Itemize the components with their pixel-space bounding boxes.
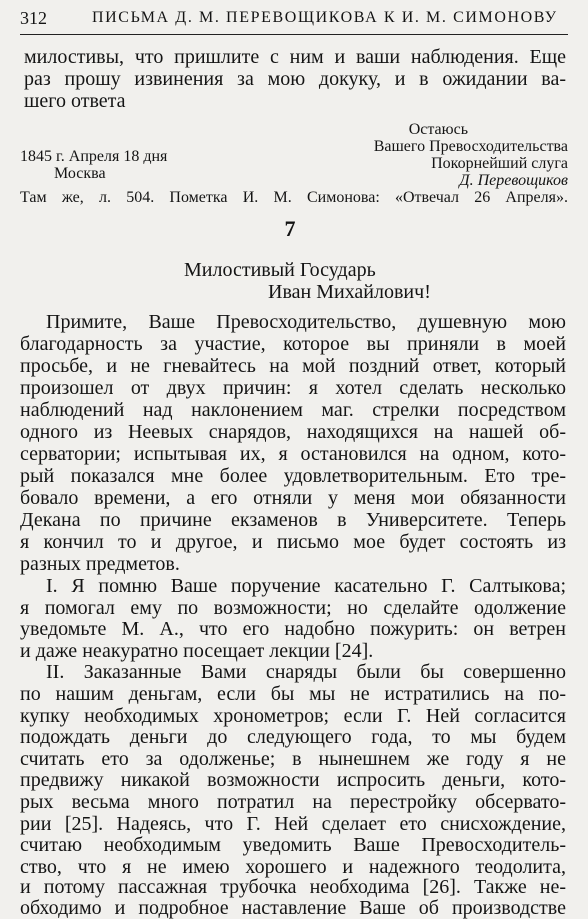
text-line: рый показался мне более удовлетворительным. Ето тре- <box>20 465 566 487</box>
text-line: уведомьте М. А., что его надобно пожурить: он ветрен <box>20 618 566 641</box>
text-line: подождать деньги до следующего года, то мы будем <box>20 726 566 749</box>
text-line: я кончил то и другое, и письмо мое будет состоять из <box>20 531 566 553</box>
text-line: наблюдений над наклонением маг. стрелки посредством <box>20 399 566 421</box>
text-line: бовало времени, а его отняли у меня мои обязанности <box>20 487 566 509</box>
text-line: по нашим деньгам, если бы мы не истратились на по- <box>20 683 566 705</box>
text-line: Примите, Ваше Превосходительство, душевную мою <box>46 311 566 333</box>
page-number: 312 <box>20 8 47 28</box>
closing-line: Покорнейший слуга <box>431 155 568 172</box>
text-line: Декана по причине екзаменов в Университете. Теперь <box>20 509 566 531</box>
text-line: ство, что я не имею хорошего и надежного теодолита, <box>20 855 566 878</box>
running-title: ПИСЬМА Д. М. ПЕРЕВОЩИКОВА К И. М. СИМОНОВУ <box>92 9 558 26</box>
text-line: раз прошу извинения за мою докуку, и в ожидании ва- <box>24 68 566 90</box>
letter-place: Москва <box>54 165 106 182</box>
text-line: купку необходимых хронометров; если Г. Ней согласится <box>20 704 566 727</box>
text-line: я помогал ему по возможности; но сделайте одолжение <box>20 596 566 619</box>
text-line: считать ето за одолженье; в нынешнем же году я не <box>20 747 566 770</box>
letter-number: 7 <box>284 216 296 241</box>
page-header <box>20 8 568 35</box>
text-line: благодарность за участие, которое вы приняли в моей <box>20 333 566 355</box>
text-line: считаю необходимым уведомить Ваше Превосходитель- <box>20 834 566 857</box>
salutation: Милостивый Государь <box>184 259 376 281</box>
text-line: предвижу никакой возможности испросить деньги, кото- <box>20 769 566 792</box>
closing-line: Остаюсь <box>408 121 468 138</box>
archive-note: Там же, л. 504. Пометка И. М. Симонова: «Отвечал 26 Апреля». <box>20 189 568 206</box>
text-line: разных предметов. <box>20 553 180 575</box>
text-line: просьбе, и не гневайтесь на мой поздний ответ, который <box>20 355 566 377</box>
text-line: одного из Неевых снарядов, находящихся на нашей об- <box>20 421 566 443</box>
salutation: Иван Михайлович! <box>268 281 431 303</box>
text-line: милостивы, что пришлите с ним и ваши наблюдения. Еще <box>24 46 566 68</box>
text-line: II. Заказанные Вами снаряды были бы совершенно <box>46 661 566 684</box>
text-line: рии [25]. Надеясь, что Г. Ней сделает ето снисхождение, <box>20 812 566 835</box>
text-line: и потому пассажная трубочка необходима [26]. Также не- <box>20 876 566 899</box>
text-line: шего ответа <box>24 90 126 112</box>
text-line: серватории; испытывая их, я остановился на одном, кото- <box>20 443 566 465</box>
text-line: рых весьма много потратил на перестройку обсервато- <box>20 791 566 813</box>
letter-date: 1845 г. Апреля 18 дня <box>20 148 168 165</box>
closing-line: Вашего Превосходительства <box>373 138 568 155</box>
text-line: I. Я помню Ваше поручение касательно Г. Салтыкова; <box>46 575 566 597</box>
text-line: и даже неакуратно посещает лекции [24]. <box>20 639 374 662</box>
text-line: произошел от двух причин: я хотел сделать несколько <box>20 377 566 399</box>
text-line: обходимо и подробное наставление Ваше об производстве <box>20 897 566 919</box>
signature: Д. Перевощиков <box>459 172 568 189</box>
